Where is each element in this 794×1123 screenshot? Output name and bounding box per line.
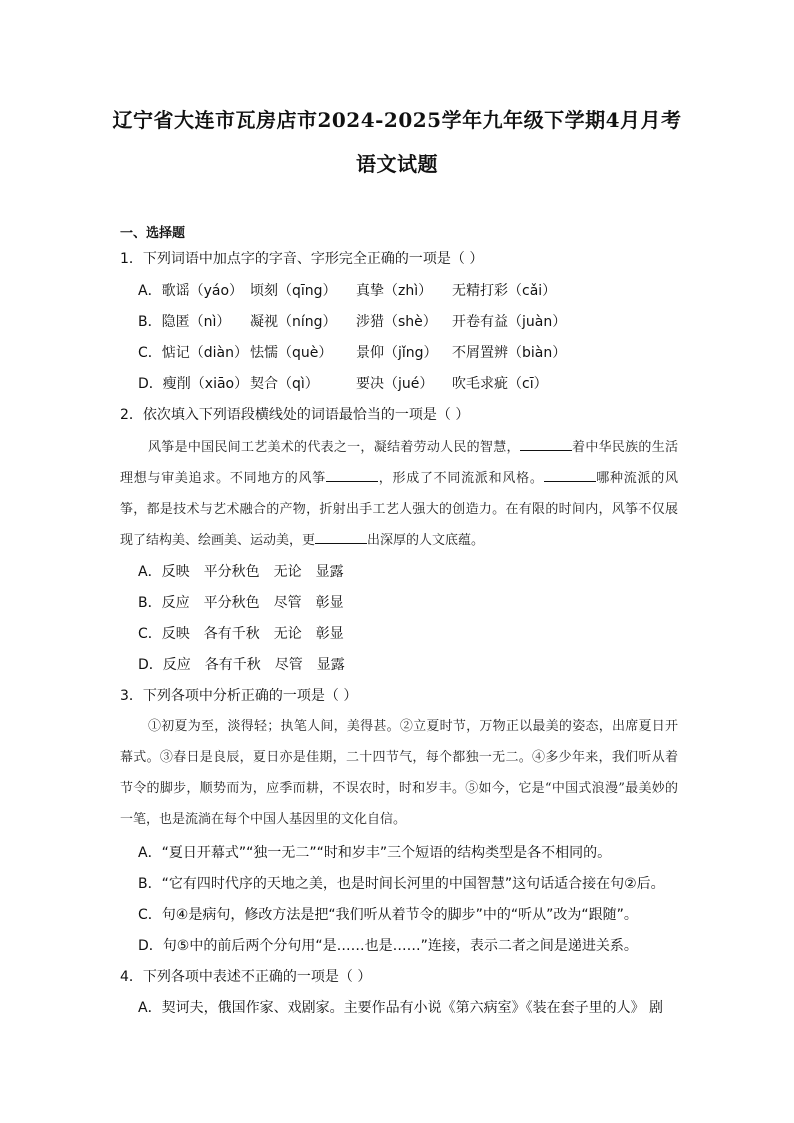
q1-a-word1: A．歌谣（yáo） <box>138 283 244 299</box>
q1-a-word2: 顷刻（qīng） <box>250 283 337 299</box>
q1-c-word1: C．惦记（diàn） <box>138 345 249 361</box>
q2-option-c: C．反映 各有千秋 无论 彰显 <box>138 626 344 642</box>
q2-blank-1 <box>520 438 572 451</box>
q1-option-a <box>138 280 556 300</box>
q1-d-word3: 要决（jué） <box>356 376 434 392</box>
q2-option-a: A．反映 平分秋色 无论 显露 <box>138 564 344 580</box>
q2-text-1: 风筝是中国民间工艺美术的代表之一，凝结着劳动人民的智慧， <box>148 440 520 455</box>
q3-option-d: D．句⑤中的前后两个分句用“是……也是……”连接，表示二者之间是递进关系。 <box>138 938 638 954</box>
exam-subtitle: 语文试题 <box>356 152 438 176</box>
q1-option-b <box>138 311 566 331</box>
exam-title: 辽宁省大连市瓦房店市2024-2025学年九年级下学期4月月考 <box>112 108 682 132</box>
q2-blank-4 <box>315 531 367 544</box>
q1-d-word4: 吹毛求疵（cī） <box>452 376 548 392</box>
q2-text-3: ，形成了不同流派和风格。 <box>378 471 544 486</box>
q2-stem: 2．依次填入下列语段横线处的词语最恰当的一项是（ ） <box>120 407 470 423</box>
q2-text-2: 着中华民族的生活理想与审美追求。不同地方的风筝 <box>120 440 678 486</box>
q4-stem: 4．下列各项中表述不正确的一项是（ ） <box>120 969 372 985</box>
q3-option-c: C．句④是病句，修改方法是把“我们听从着节令的脚步”中的“听从”改为“跟随”。 <box>138 907 638 923</box>
q2-option-d: D．反应 各有千秋 尽管 显露 <box>138 657 345 673</box>
q2-blank-3 <box>544 469 596 482</box>
q1-a-word4: 无精打彩（cǎi） <box>452 283 557 299</box>
q1-b-word2: 凝视（níng） <box>250 314 337 330</box>
q3-stem: 3．下列各项中分析正确的一项是（ ） <box>120 688 358 704</box>
q1-b-word1: B．隐匿（nì） <box>138 314 231 330</box>
q3-option-a: A．“夏日开幕式”“独一无二”“时和岁丰”三个短语的结构类型是各不相同的。 <box>138 845 612 861</box>
q4-option-a: A．契诃夫，俄国作家、戏剧家。主要作品有小说《第六病室》《装在套子里的人》 剧 <box>138 1000 664 1016</box>
q1-b-word4: 开卷有益（juàn） <box>452 314 567 330</box>
q3-option-b: B．“它有四时代序的天地之美，也是时间长河里的中国智慧”这句话适合接在句②后。 <box>138 876 665 892</box>
q3-passage: ①初夏为至，淡得轻；执笔人间，美得甚。②立夏时节，万物正以最美的姿态，出席夏日开幕式。③春日是良辰，夏日亦是佳期，二十四节气，每个都独一无二。④多少年来，我们听从着节令的脚步，顺势而为，应季而耕，不误农时，时和岁丰。⑤如今，它是“中国式浪漫”最美妙的一笔，也是流淌在每个中国人基因里的文化自信。 <box>120 719 678 827</box>
q1-c-word4: 不屑置辨（biàn） <box>452 345 567 361</box>
q2-blank-2 <box>326 469 378 482</box>
q1-b-word3: 涉猎（shè） <box>356 314 437 330</box>
q1-a-word3: 真挚（zhì） <box>356 283 433 299</box>
section-label: 一、选择题 <box>120 226 186 241</box>
q1-option-d <box>138 373 548 393</box>
q1-c-word2: 怯懦（què） <box>250 345 333 361</box>
q1-option-c <box>138 342 566 362</box>
q1-stem: 1．下列词语中加点字的字音、字形完全正确的一项是（ ） <box>120 251 484 267</box>
q1-c-word3: 景仰（jǐng） <box>356 345 438 361</box>
q2-passage <box>120 432 678 556</box>
q2-text-5: 出深厚的人文底蕴。 <box>367 533 485 548</box>
q1-d-word1: D．瘦削（xiāo） <box>138 376 249 392</box>
q1-d-word2: 契合（qì） <box>250 376 319 392</box>
q2-text-4: 哪种流派的风筝，都是技术与艺术融合的产物，折射出手工艺人强大的创造力。在有限的时间内，风筝不仅展现了结构美、绘画美、运动美，更 <box>120 471 678 548</box>
q2-option-b: B．反应 平分秋色 尽管 彰显 <box>138 595 344 611</box>
